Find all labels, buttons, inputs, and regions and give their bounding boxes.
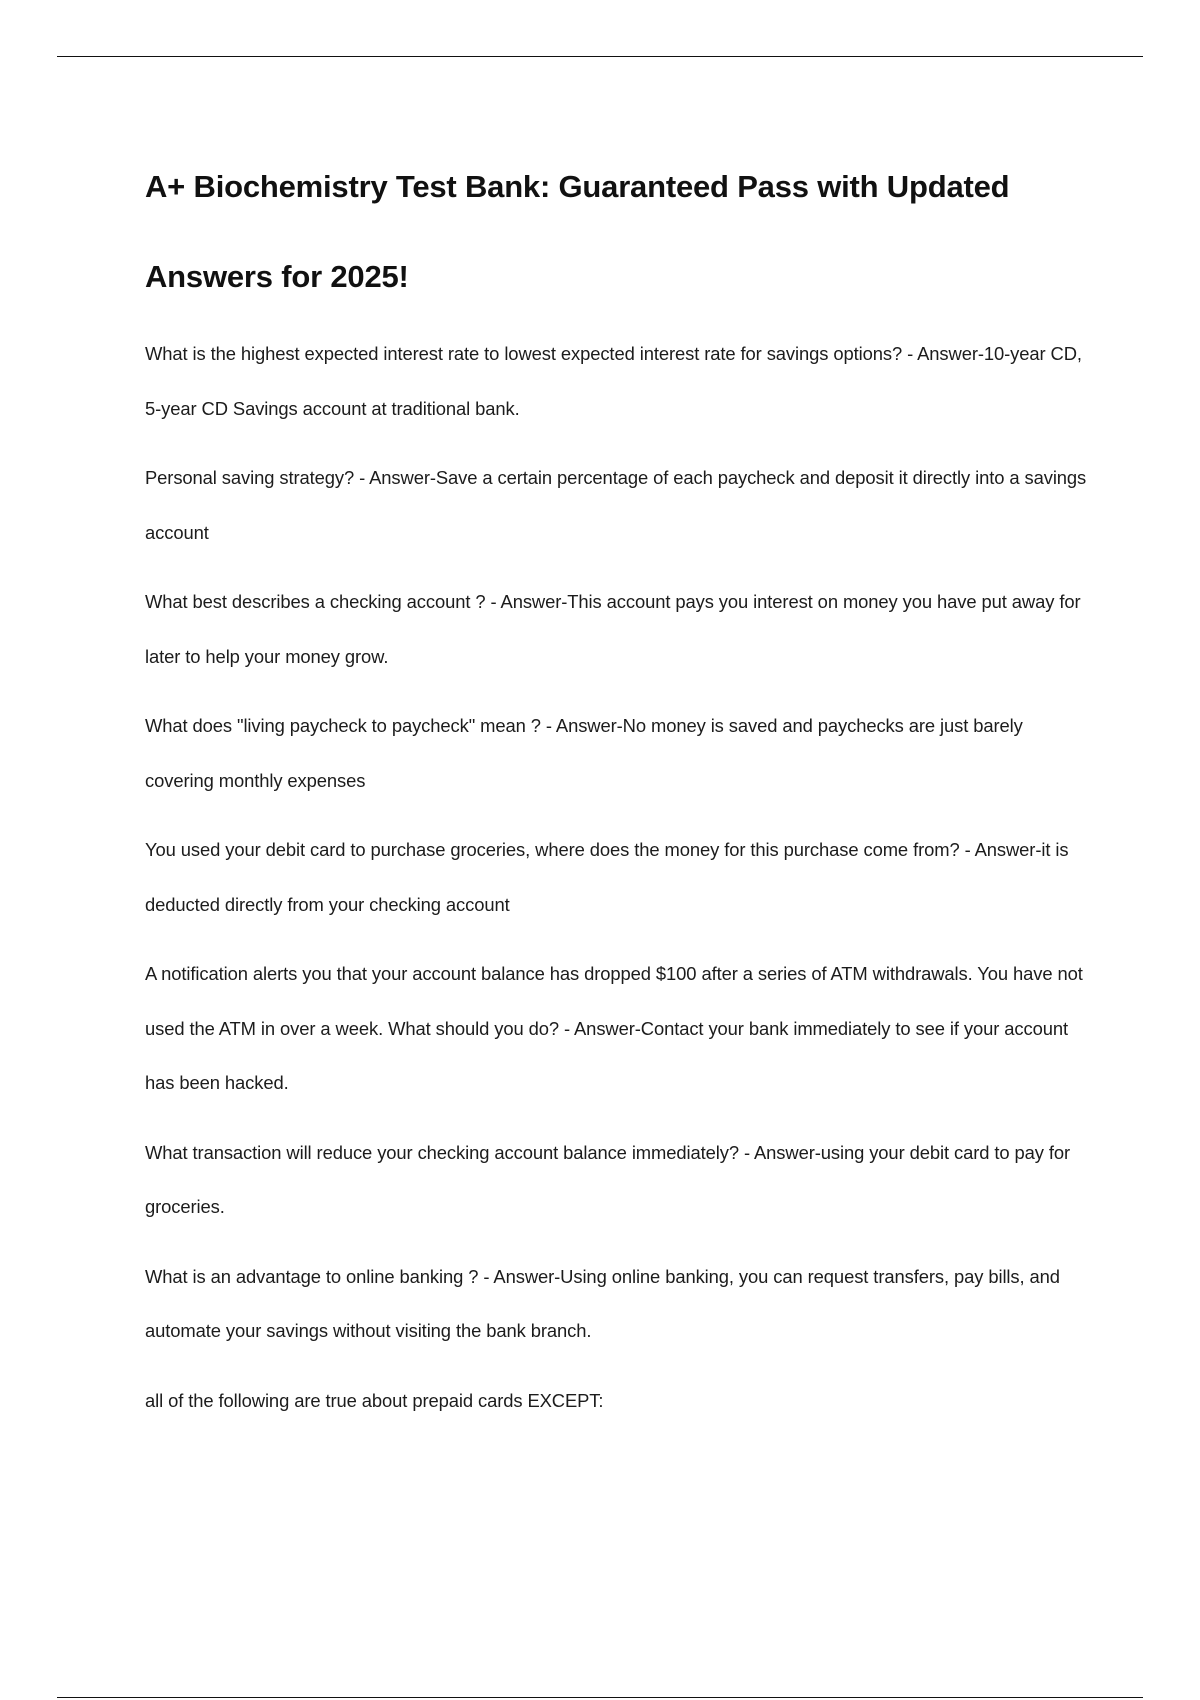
qa-item: all of the following are true about prepaid cards EXCEPT: [145, 1389, 604, 1411]
qa-item: You used your debit card to purchase groceries, where does the money for this purchase come from? - Answer-it is deducted directly from your checking account [145, 839, 1069, 915]
top-divider [57, 56, 1143, 57]
bottom-divider [57, 1697, 1143, 1698]
qa-item: What is the highest expected interest rate to lowest expected interest rate for savings options? - Answer-10-year CD, 5-year CD Savings account at traditional bank. [145, 343, 1082, 419]
qa-item: Personal saving strategy? - Answer-Save a certain percentage of each paycheck and deposit it directly into a savings account [145, 467, 1087, 543]
qa-item: What does "living paycheck to paycheck" mean ? - Answer-No money is saved and paychecks are just barely covering monthly expenses [145, 715, 1023, 791]
qa-item: What best describes a checking account ? - Answer-This account pays you interest on money you have put away for later to help your money grow. [145, 591, 1081, 667]
qa-item: What is an advantage to online banking ? - Answer-Using online banking, you can request transfers, pay bills, and automate your savings without visiting the bank branch. [145, 1265, 1060, 1341]
qa-item: A notification alerts you that your account balance has dropped $100 after a series of ATM withdrawals. You have not used the ATM in over a week. What should you do? - Answer-Contact your bank immediately to see if your account has been hacked. [145, 963, 1083, 1093]
document-title: A+ Biochemistry Test Bank: Guaranteed Pass with Updated Answers for 2025! [145, 169, 1010, 294]
qa-list [145, 327, 1090, 1443]
qa-item: What transaction will reduce your checking account balance immediately? - Answer-using your debit card to pay for groceries. [145, 1141, 1071, 1217]
